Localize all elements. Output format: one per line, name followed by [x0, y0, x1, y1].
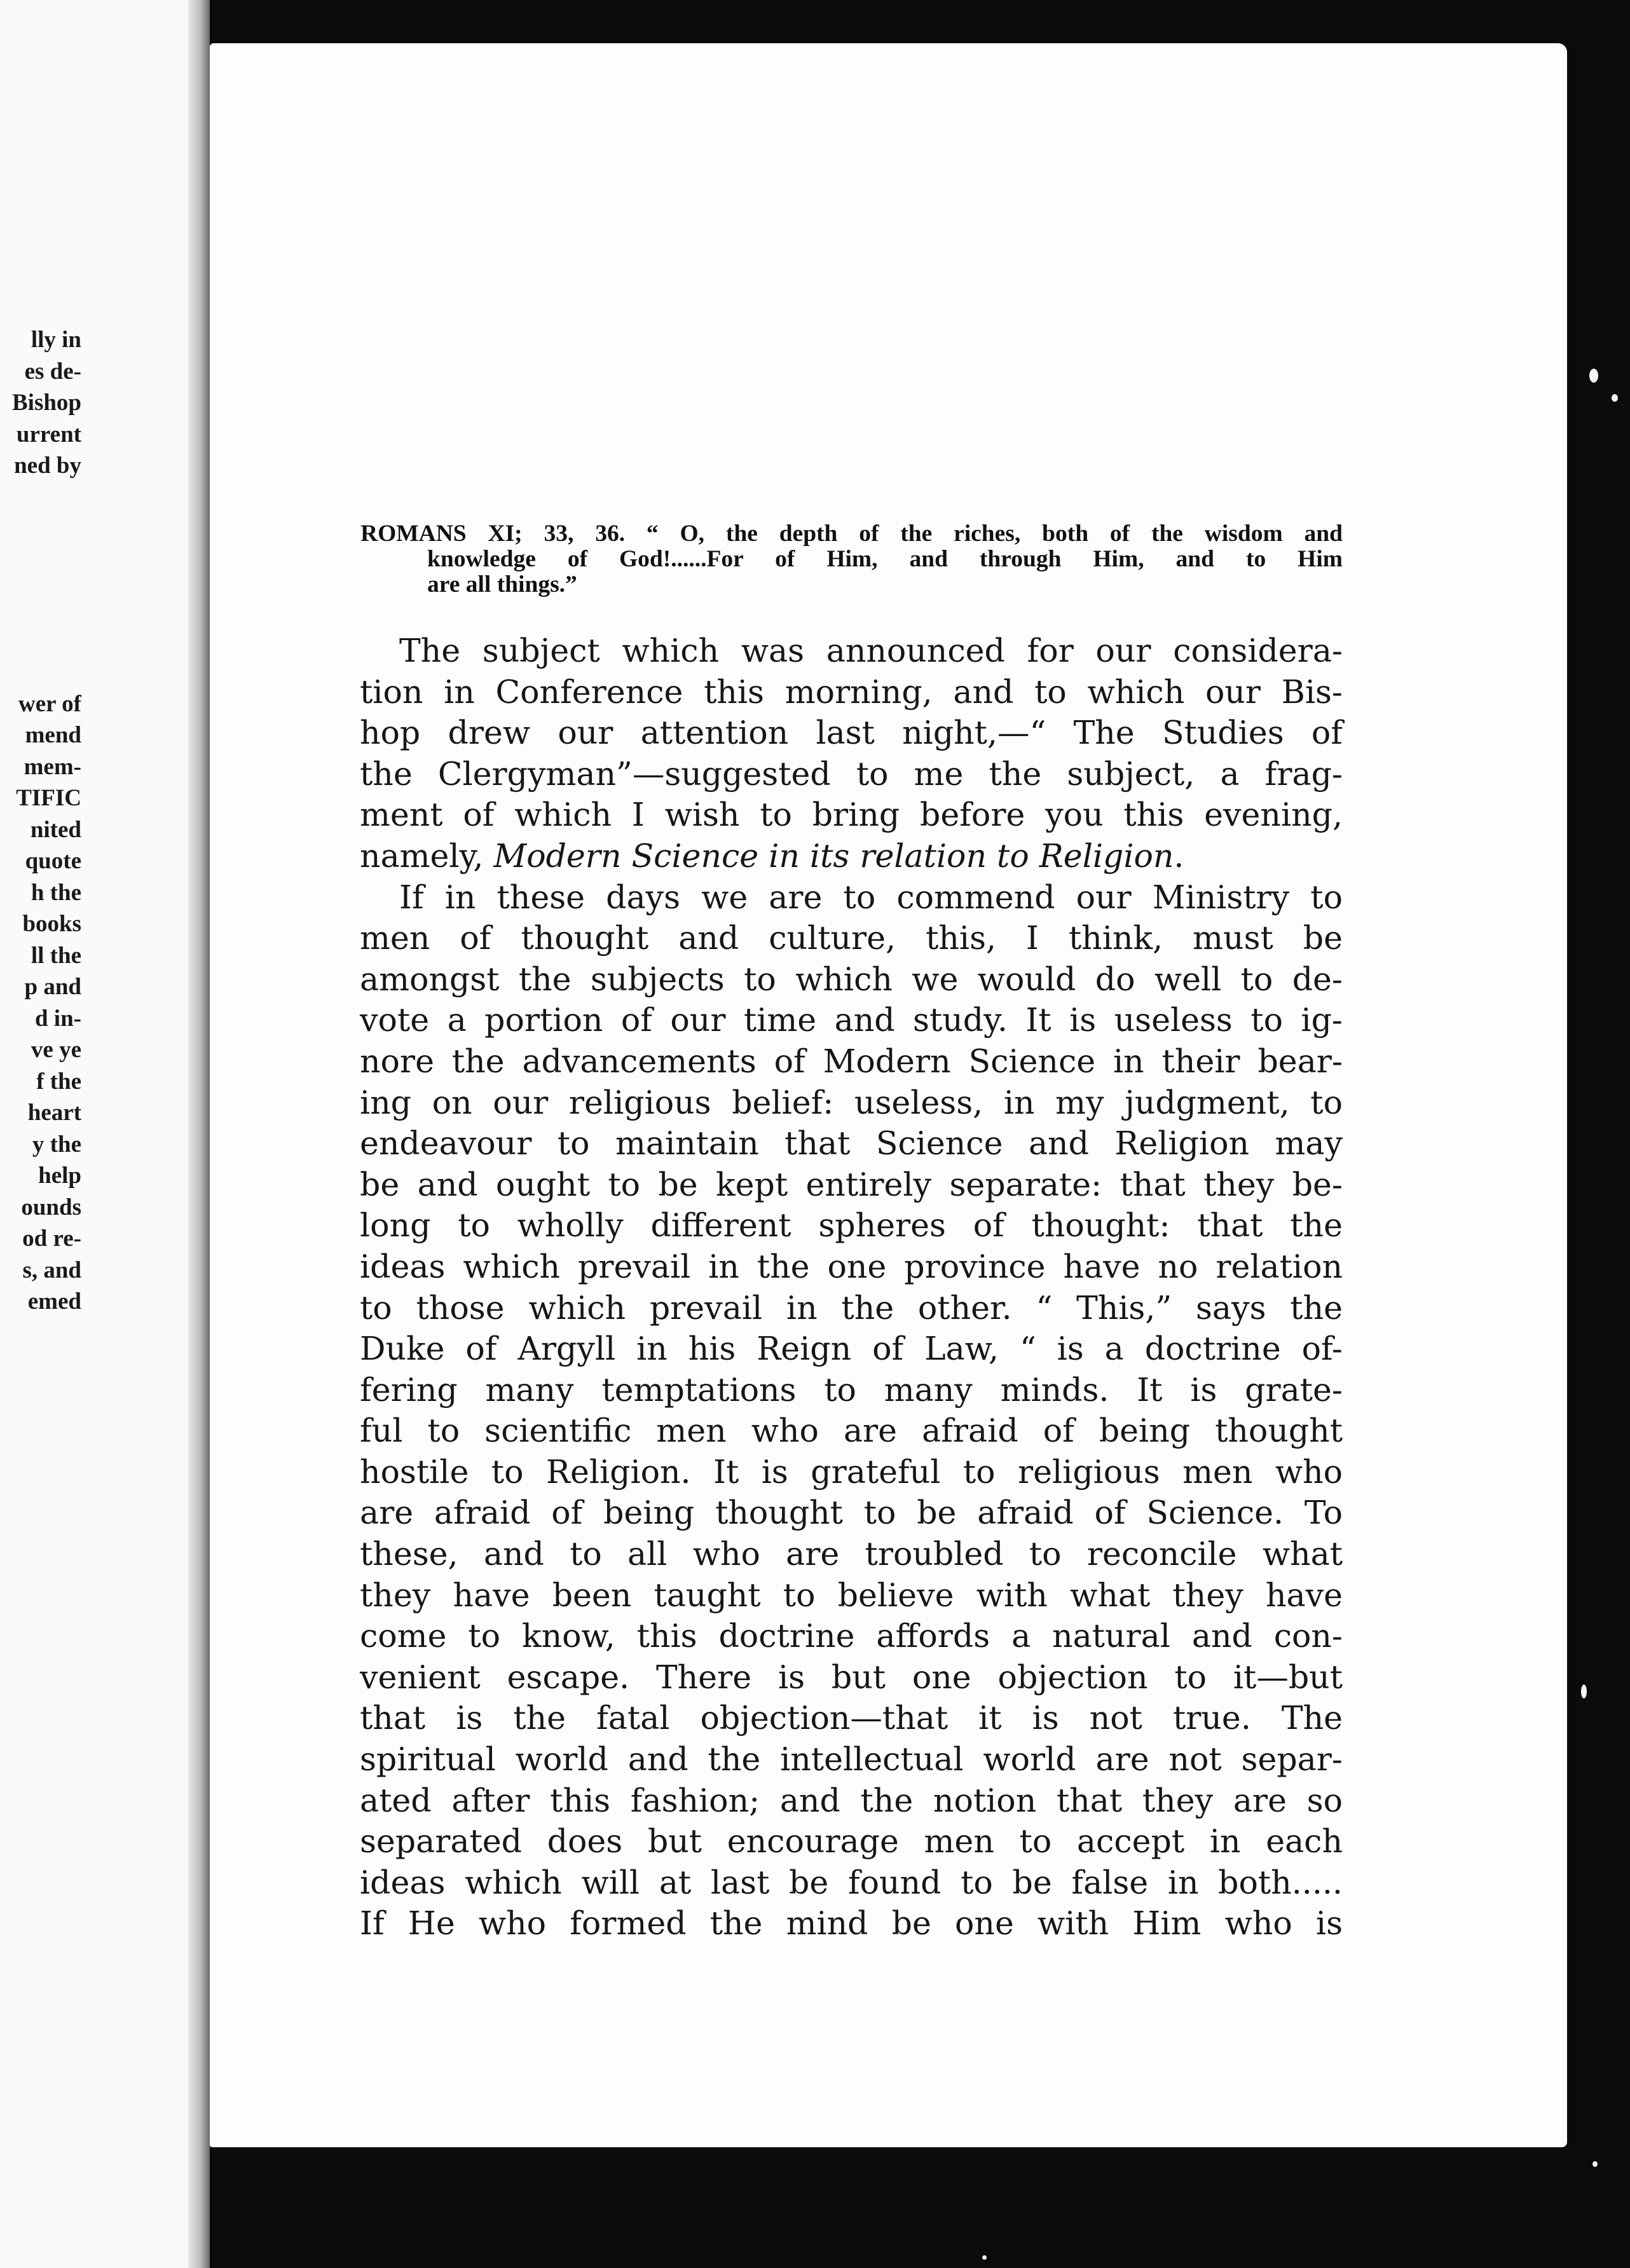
text-line: hop drew our attention last night,—“ The Studies of — [360, 714, 1343, 752]
left-fragment: d in- — [34, 1005, 81, 1032]
left-fragment: mend — [25, 722, 81, 748]
text-line: ment of which I wish to bring before you this evening, — [360, 796, 1343, 834]
scan-speck — [1592, 2161, 1598, 2167]
left-fragment: help — [38, 1163, 81, 1189]
namely-prefix: namely, — [360, 837, 494, 875]
scan-speck — [982, 2255, 987, 2260]
body-text — [360, 631, 1343, 1944]
epigraph — [360, 521, 1343, 598]
namely-suffix: . — [1174, 837, 1184, 875]
text-line: Duke of Argyll in his Reign of Law, “ is a doctrine of- — [360, 1330, 1343, 1368]
epigraph-quote: “ O, the depth of the riches, both of the wisdom and — [646, 521, 1343, 547]
text-line: men of thought and culture, this, I think, must be — [360, 919, 1343, 957]
text-line: The subject which was announced for our considera- — [399, 632, 1343, 669]
left-fragment: TIFIC — [16, 785, 81, 811]
text-line: to those which prevail in the other. “ This,” says the — [360, 1288, 1343, 1327]
left-fragment: wer of — [18, 690, 81, 717]
epigraph-line-1 — [360, 521, 1343, 547]
text-line: fering many temptations to many minds. It is grate- — [360, 1370, 1343, 1409]
left-fragment: emed — [27, 1288, 81, 1315]
text-line: ideas which prevail in the one province have no relation — [360, 1247, 1343, 1285]
page-gutter-edge — [188, 0, 210, 2268]
text-line: If in these days we are to commend our Ministry to — [399, 878, 1343, 916]
text-line: the Clergyman”—suggested to me the subject, a frag- — [360, 755, 1343, 793]
text-line: ful to scientific men who are afraid of being thought — [360, 1412, 1343, 1450]
text-line: amongst the subjects to which we would do well to de- — [360, 960, 1343, 998]
left-fragment: quote — [25, 848, 81, 874]
text-line: these, and to all who are troubled to reconcile what — [360, 1535, 1343, 1573]
scan-speck — [1589, 369, 1598, 383]
left-fragment: od re- — [22, 1226, 81, 1252]
epigraph-line-2: knowledge of God!......For of Him, and through Him, and to Him — [427, 546, 1343, 572]
left-fragment: y the — [32, 1131, 81, 1158]
text-line-namely — [360, 836, 1343, 877]
text-line: venient escape. There is but one objection to it—but — [360, 1658, 1343, 1696]
text-line: long to wholly different spheres of thought: that the — [360, 1206, 1343, 1245]
left-fragment: mem- — [24, 753, 81, 780]
text-line: separated does but encourage men to accept in each — [360, 1822, 1343, 1861]
scan-speck — [1581, 1684, 1587, 1698]
left-fragment: Bishop — [11, 390, 81, 416]
left-fragment: ounds — [21, 1194, 81, 1220]
scripture-reference: ROMANS XI — [360, 521, 515, 547]
text-line: endeavour to maintain that Science and Religion may — [360, 1124, 1343, 1163]
epigraph-line-3: are all things.” — [427, 571, 577, 598]
left-fragment: ll the — [31, 942, 81, 969]
text-line: ated after this fashion; and the notion that they are so — [360, 1781, 1343, 1819]
left-fragment: lly in — [31, 327, 81, 353]
text-line: be and ought to be kept entirely separate: that they be- — [360, 1165, 1343, 1203]
text-line: ing on our religious belief: useless, in my judgment, to — [360, 1083, 1343, 1121]
left-fragment: ve ye — [31, 1037, 81, 1063]
left-fragment: f the — [36, 1068, 81, 1095]
left-fragment: ned by — [14, 453, 81, 479]
text-line: tion in Conference this morning, and to which our Bis- — [360, 673, 1343, 711]
scan-speck — [1612, 394, 1618, 402]
text-line: ideas which will at last be found to be false in both..... — [360, 1863, 1343, 1901]
left-fragment: p and — [24, 974, 81, 1000]
left-fragment: es de- — [24, 358, 81, 385]
left-fragment: books — [22, 911, 81, 937]
text-line: If He who formed the mind be one with Him who is — [360, 1904, 1343, 1943]
text-line: they have been taught to believe with what they have — [360, 1576, 1343, 1614]
text-line: nore the advancements of Modern Science in their bear- — [360, 1042, 1343, 1080]
left-fragment: s, and — [22, 1257, 81, 1283]
text-line: that is the fatal objection—that it is not true. The — [360, 1699, 1343, 1737]
left-page-text-fragments — [0, 324, 81, 1318]
left-fragment: urrent — [16, 421, 81, 447]
text-line: are afraid of being thought to be afraid of Science. To — [360, 1494, 1343, 1532]
scripture-verses: ; 33, 36. — [514, 521, 626, 547]
left-fragment: nited — [30, 816, 81, 843]
subject-title: Modern Science in its relation to Religion — [493, 837, 1174, 875]
text-line: come to know, this doctrine affords a natural and con- — [360, 1617, 1343, 1655]
text-line: spiritual world and the intellectual world are not separ- — [360, 1740, 1343, 1779]
text-line: vote a portion of our time and study. It is useless to ig- — [360, 1001, 1343, 1039]
left-fragment: heart — [27, 1100, 81, 1126]
left-facing-page — [0, 0, 191, 2268]
left-fragment: h the — [31, 879, 81, 906]
text-line: hostile to Religion. It is grateful to religious men who — [360, 1452, 1343, 1491]
